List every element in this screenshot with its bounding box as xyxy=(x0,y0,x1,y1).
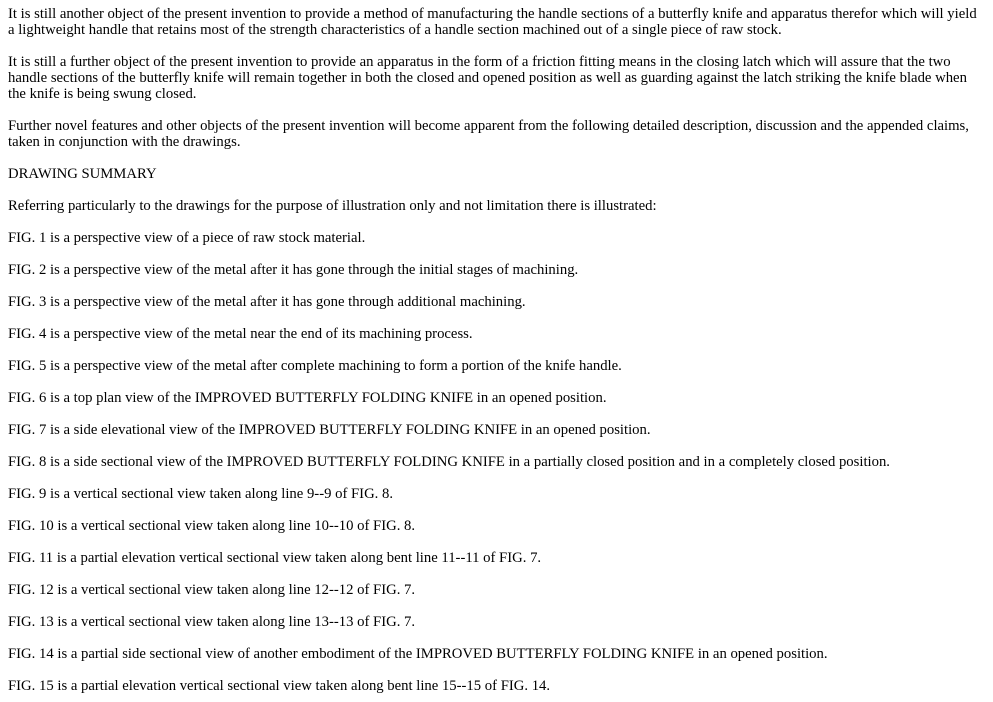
figure-description-15: FIG. 15 is a partial elevation vertical sectional view taken along bent line 15--15 of FIG. 14. xyxy=(8,678,551,694)
section-heading: DRAWING SUMMARY xyxy=(8,166,157,182)
object-paragraph: It is still a further object of the present invention to provide an apparatus in the form of a friction fitting means in the closing latch which will assure that the two handle sections of the butterfly knife will remain together in both the closed and opened position as well as guarding against the latch striking the knife blade when the knife is being swung closed. xyxy=(8,54,967,102)
figure-description-10: FIG. 10 is a vertical sectional view taken along line 10--10 of FIG. 8. xyxy=(8,518,416,534)
figure-description-1: FIG. 1 is a perspective view of a piece of raw stock material. xyxy=(8,230,366,246)
figure-description-2: FIG. 2 is a perspective view of the metal after it has gone through the initial stages of machining. xyxy=(8,262,579,278)
figure-description-11: FIG. 11 is a partial elevation vertical sectional view taken along bent line 11--11 of FIG. 7. xyxy=(8,550,542,566)
figure-description-13: FIG. 13 is a vertical sectional view taken along line 13--13 of FIG. 7. xyxy=(8,614,416,630)
figure-description-9: FIG. 9 is a vertical sectional view taken along line 9--9 of FIG. 8. xyxy=(8,486,394,502)
figure-description-6: FIG. 6 is a top plan view of the IMPROVED BUTTERFLY FOLDING KNIFE in an opened position. xyxy=(8,390,607,406)
figure-description-12: FIG. 12 is a vertical sectional view taken along line 12--12 of FIG. 7. xyxy=(8,582,416,598)
figure-description-3: FIG. 3 is a perspective view of the metal after it has gone through additional machining. xyxy=(8,294,526,310)
figure-description-4: FIG. 4 is a perspective view of the metal near the end of its machining process. xyxy=(8,326,473,342)
features-paragraph: Further novel features and other objects of the present invention will become apparent from the following detailed description, discussion and the appended claims, taken in conjunction with the drawings. xyxy=(8,118,969,150)
figure-description-7: FIG. 7 is a side elevational view of the IMPROVED BUTTERFLY FOLDING KNIFE in an opened position. xyxy=(8,422,651,438)
figure-description-8: FIG. 8 is a side sectional view of the IMPROVED BUTTERFLY FOLDING KNIFE in a partially closed position and in a completely closed position. xyxy=(8,454,890,470)
figure-description-14: FIG. 14 is a partial side sectional view of another embodiment of the IMPROVED BUTTERFLY FOLDING KNIFE in an opened position. xyxy=(8,646,828,662)
figure-description-5: FIG. 5 is a perspective view of the metal after complete machining to form a portion of the knife handle. xyxy=(8,358,622,374)
object-paragraph: It is still another object of the present invention to provide a method of manufacturing the handle sections of a butterfly knife and apparatus therefor which will yield a lightweight handle that retains most of the strength characteristics of a handle section machined out of a single piece of raw stock. xyxy=(8,6,977,38)
drawings-intro: Referring particularly to the drawings for the purpose of illustration only and not limitation there is illustrated: xyxy=(8,198,657,214)
